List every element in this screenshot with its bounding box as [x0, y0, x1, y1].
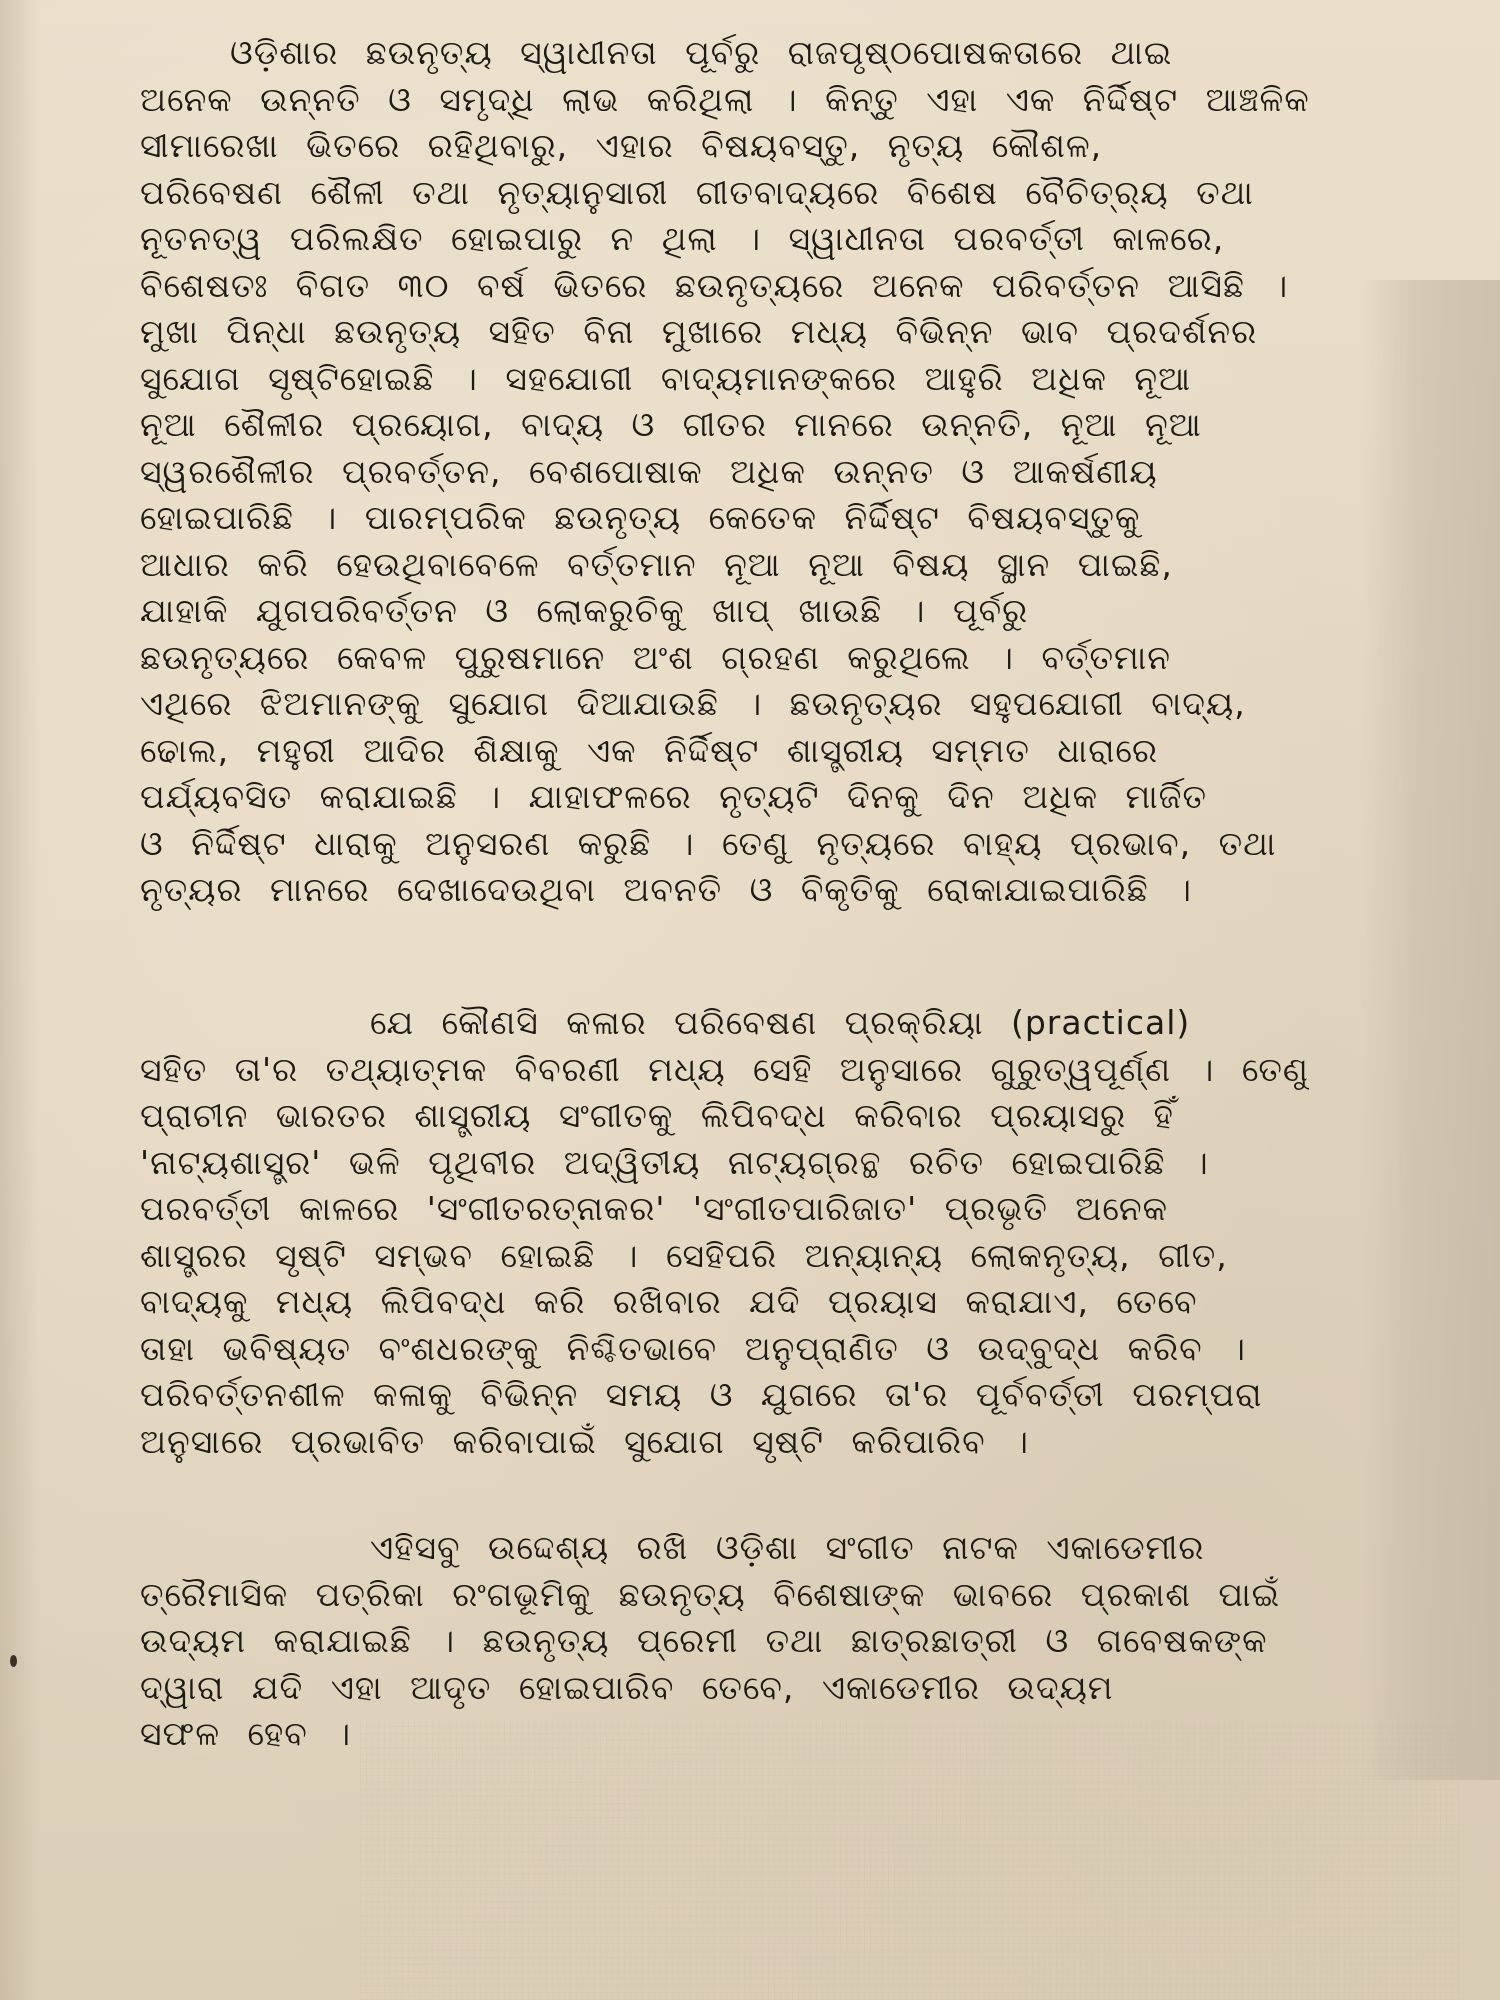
text-line: ପରିବେଷଣ ଶୈଳୀ ତଥା ନୃତ୍ୟାନୁସାରୀ ଗୀତବାଦ୍ୟରେ ବିଶେଷ ବୈଚିତ୍ର୍ୟ ତଥା — [140, 172, 1254, 212]
ink-spot — [10, 1655, 17, 1667]
text-line: ପର୍ଯ୍ୟବସିତ କରାଯାଇଛି । ଯାହାଫଳରେ ନୃତ୍ୟଟି ଦିନକୁ ଦିନ ଅଧିକ ମାର୍ଜିତ — [140, 777, 1208, 816]
paragraph-3 — [140, 1525, 1280, 1758]
text-line: ଯାହାକି ଯୁଗପରିବର୍ତ୍ତନ ଓ ଲୋକରୁଚିକୁ ଖାପ୍ ଖାଉଛି । ପୂର୍ବରୁ — [140, 591, 1029, 630]
bleed-through-margin — [1360, 280, 1500, 1780]
text-line: ଅନେକ ଉନ୍ନତି ଓ ସମୃଦ୍ଧି ଲାଭ କରିଥିଲା । କିନ୍ତୁ ଏହା ଏକ ନିର୍ଦ୍ଦିଷ୍ଟ ଆଞ୍ଚଳିକ — [140, 79, 1310, 119]
text-line: ସଫଳ ହେବ । — [140, 1714, 352, 1753]
text-line: ଶାସ୍ତ୍ରର ସୃଷ୍ଟି ସମ୍ଭବ ହୋଇଛି । ସେହିପରି ଅନ୍ୟାନ୍ୟ ଲୋକନୃତ୍ୟ, ଗୀତ, — [140, 1235, 1228, 1275]
text-line: ସୁଯୋଗ ସୃଷ୍ଟିହୋଇଛି । ସହଯୋଗୀ ବାଦ୍ୟମାନଙ୍କରେ ଆହୁରି ଅଧିକ ନୂଆ — [140, 358, 1192, 398]
text-line: 'ନାଟ୍ୟଶାସ୍ତ୍ର' ଭଳି ପୃଥିବୀର ଅଦ୍ୱିତୀୟ ନାଟ୍ୟଗ୍ରନ୍ଥ ରଚିତ ହୋଇପାରିଛି । — [140, 1142, 1209, 1182]
text-line: ପରିବର୍ତ୍ତନଶୀଳ କଳାକୁ ବିଭିନ୍ନ ସମୟ ଓ ଯୁଗରେ ତା'ର ପୂର୍ବବର୍ତ୍ତୀ ପରମ୍ପରା — [140, 1375, 1263, 1414]
text-line: ମୁଖା ପିନ୍ଧା ଛଉନୃତ୍ୟ ସହିତ ବିନା ମୁଖାରେ ମଧ୍ୟ ବିଭିନ୍ନ ଭାବ ପ୍ରଦର୍ଶନର — [140, 312, 1258, 351]
text-line: ଦ୍ୱାରା ଯଦି ଏହା ଆଦୃତ ହୋଇପାରିବ ତେବେ, ଏକାଡେମୀର ଉଦ୍ୟମ — [140, 1667, 1114, 1707]
text-line: ଓ ନିର୍ଦ୍ଦିଷ୍ଟ ଧାରାକୁ ଅନୁସରଣ କରୁଛି । ତେଣୁ ନୃତ୍ୟରେ ବାହ୍ୟ ପ୍ରଭାବ, ତଥା — [140, 823, 1277, 863]
text-line: ଅନୁସାରେ ପ୍ରଭାବିତ କରିବାପାଇଁ ସୁଯୋଗ ସୃଷ୍ଟି କରିପାରିବ । — [140, 1421, 1029, 1461]
text-line-odia: ଯେ କୌଣସି କଳାର ପରିବେଷଣ ପ୍ରକ୍ରିୟା (practical) — [370, 1003, 1191, 1042]
text-line: ତାହା ଭବିଷ୍ୟତ ବଂଶଧରଙ୍କୁ ନିଶ୍ଚିତଭାବେ ଅନୁପ୍ରାଣିତ ଓ ଉଦ୍‌ବୁଦ୍ଧ କରିବ । — [140, 1328, 1247, 1368]
text-line: ତ୍ରୈମାସିକ ପତ୍ରିକା ରଂଗଭୂମିକୁ ଛଉନୃତ୍ୟ ବିଶେଷାଙ୍କ ଭାବରେ ପ୍ରକାଶ ପାଇଁ — [140, 1574, 1281, 1614]
text-line: ନୂତନତ୍ୱ ପରିଲକ୍ଷିତ ହୋଇପାରୁ ନ ଥିଲା । ସ୍ୱାଧୀନତା ପରବର୍ତ୍ତୀ କାଳରେ, — [140, 219, 1225, 258]
text-line: ଉଦ୍ୟମ କରାଯାଇଛି । ଛଉନୃତ୍ୟ ପ୍ରେମୀ ତଥା ଛାତ୍ରଛାତ୍ରୀ ଓ ଗବେଷକଙ୍କ — [140, 1621, 1268, 1660]
text-line: ଢୋଲ, ମହୁରୀ ଆଦିର ଶିକ୍ଷାକୁ ଏକ ନିର୍ଦ୍ଦିଷ୍ଟ ଶାସ୍ତ୍ରୀୟ ସମ୍ମତ ଧାରାରେ — [140, 730, 1158, 770]
text-line: ପ୍ରାଚୀନ ଭାରତର ଶାସ୍ତ୍ରୀୟ ସଂଗୀତକୁ ଲିପିବଦ୍ଧ କରିବାର ପ୍ରୟାସରୁ ହିଁ — [140, 1096, 1174, 1135]
text-line: ନୂଆ ଶୈଳୀର ପ୍ରୟୋଗ, ବାଦ୍ୟ ଓ ଗୀତର ମାନରେ ଉନ୍ନତି, ନୂଆ ନୂଆ — [140, 405, 1202, 444]
text-line: ବାଦ୍ୟକୁ ମଧ୍ୟ ଲିପିବଦ୍ଧ କରି ରଖିବାର ଯଦି ପ୍ରୟାସ କରାଯାଏ, ତେବେ — [140, 1282, 1198, 1321]
text-line: ସହିତ ତା'ର ତଥ୍ୟାତ୍ମକ ବିବରଣୀ ମଧ୍ୟ ସେହି ଅନୁସାରେ ଗୁରୁତ୍ୱପୂର୍ଣ୍ଣ । ତେଣୁ — [140, 1049, 1309, 1089]
text-line: ହୋଇପାରିଛି । ପାରମ୍ପରିକ ଛଉନୃତ୍ୟ କେତେକ ନିର୍ଦ୍ଦିଷ୍ଟ ବିଷୟବସ୍ତୁକୁ — [140, 498, 1141, 537]
text-line: ସ୍ୱରଶୈଳୀର ପ୍ରବର୍ତ୍ତନ, ବେଶପୋଷାକ ଅଧିକ ଉନ୍ନତ ଓ ଆକର୍ଷଣୀୟ — [140, 451, 1158, 491]
page-edge-shadow — [0, 0, 40, 2000]
text-line: ଏଥିରେ ଝିଅମାନଙ୍କୁ ସୁଯୋଗ ଦିଆଯାଉଛି । ଛଉନୃତ୍ୟର ସହୁପଯୋଗୀ ବାଦ୍ୟ, — [140, 684, 1246, 723]
paper-texture — [360, 1720, 1460, 2000]
text-line — [140, 1000, 1309, 1047]
text-line: ନୃତ୍ୟର ମାନରେ ଦେଖାଦେଉଥିବା ଅବନତି ଓ ବିକୃତିକୁ ରୋକାଯାଇପାରିଛି । — [140, 870, 1192, 909]
text-line: ଏହିସବୁ ଉଦ୍ଦେଶ୍ୟ ରଖି ଓଡ଼ିଶା ସଂଗୀତ ନାଟକ ଏକାଡେମୀର — [370, 1528, 1205, 1567]
text-line: ସୀମାରେଖା ଭିତରେ ରହିଥିବାରୁ, ଏହାର ବିଷୟବସ୍ତୁ, ନୃତ୍ୟ କୌଶଳ, — [140, 126, 1103, 165]
text-line: ପରବର୍ତ୍ତୀ କାଳରେ 'ସଂଗୀତରତ୍ନାକର' 'ସଂଗୀତପାରିଜାତ' ପ୍ରଭୃତି ଅନେକ — [140, 1189, 1169, 1228]
paragraph-1 — [140, 30, 1310, 914]
text-line: ଆଧାର କରି ହେଉଥିବାବେଳେ ବର୍ତ୍ତମାନ ନୂଆ ନୂଆ ବିଷୟ ସ୍ଥାନ ପାଇଛି, — [140, 544, 1173, 584]
paragraph-2 — [140, 1000, 1309, 1465]
text-line: ବିଶେଷତଃ ବିଗତ ୩୦ ବର୍ଷ ଭିତରେ ଛଉନୃତ୍ୟରେ ଅନେକ ପରିବର୍ତ୍ତନ ଆସିଛି । — [140, 265, 1289, 305]
text-line: ଓଡ଼ିଶାର ଛଉନୃତ୍ୟ ସ୍ୱାଧୀନତା ପୂର୍ବରୁ ରାଜପୃଷ୍ଠପୋଷକତାରେ ଥାଇ — [230, 33, 1173, 72]
text-line: ଛଉନୃତ୍ୟରେ କେବଳ ପୁରୁଷମାନେ ଅଂଶ ଗ୍ରହଣ କରୁଥିଲେ । ବର୍ତ୍ତମାନ — [140, 637, 1171, 677]
